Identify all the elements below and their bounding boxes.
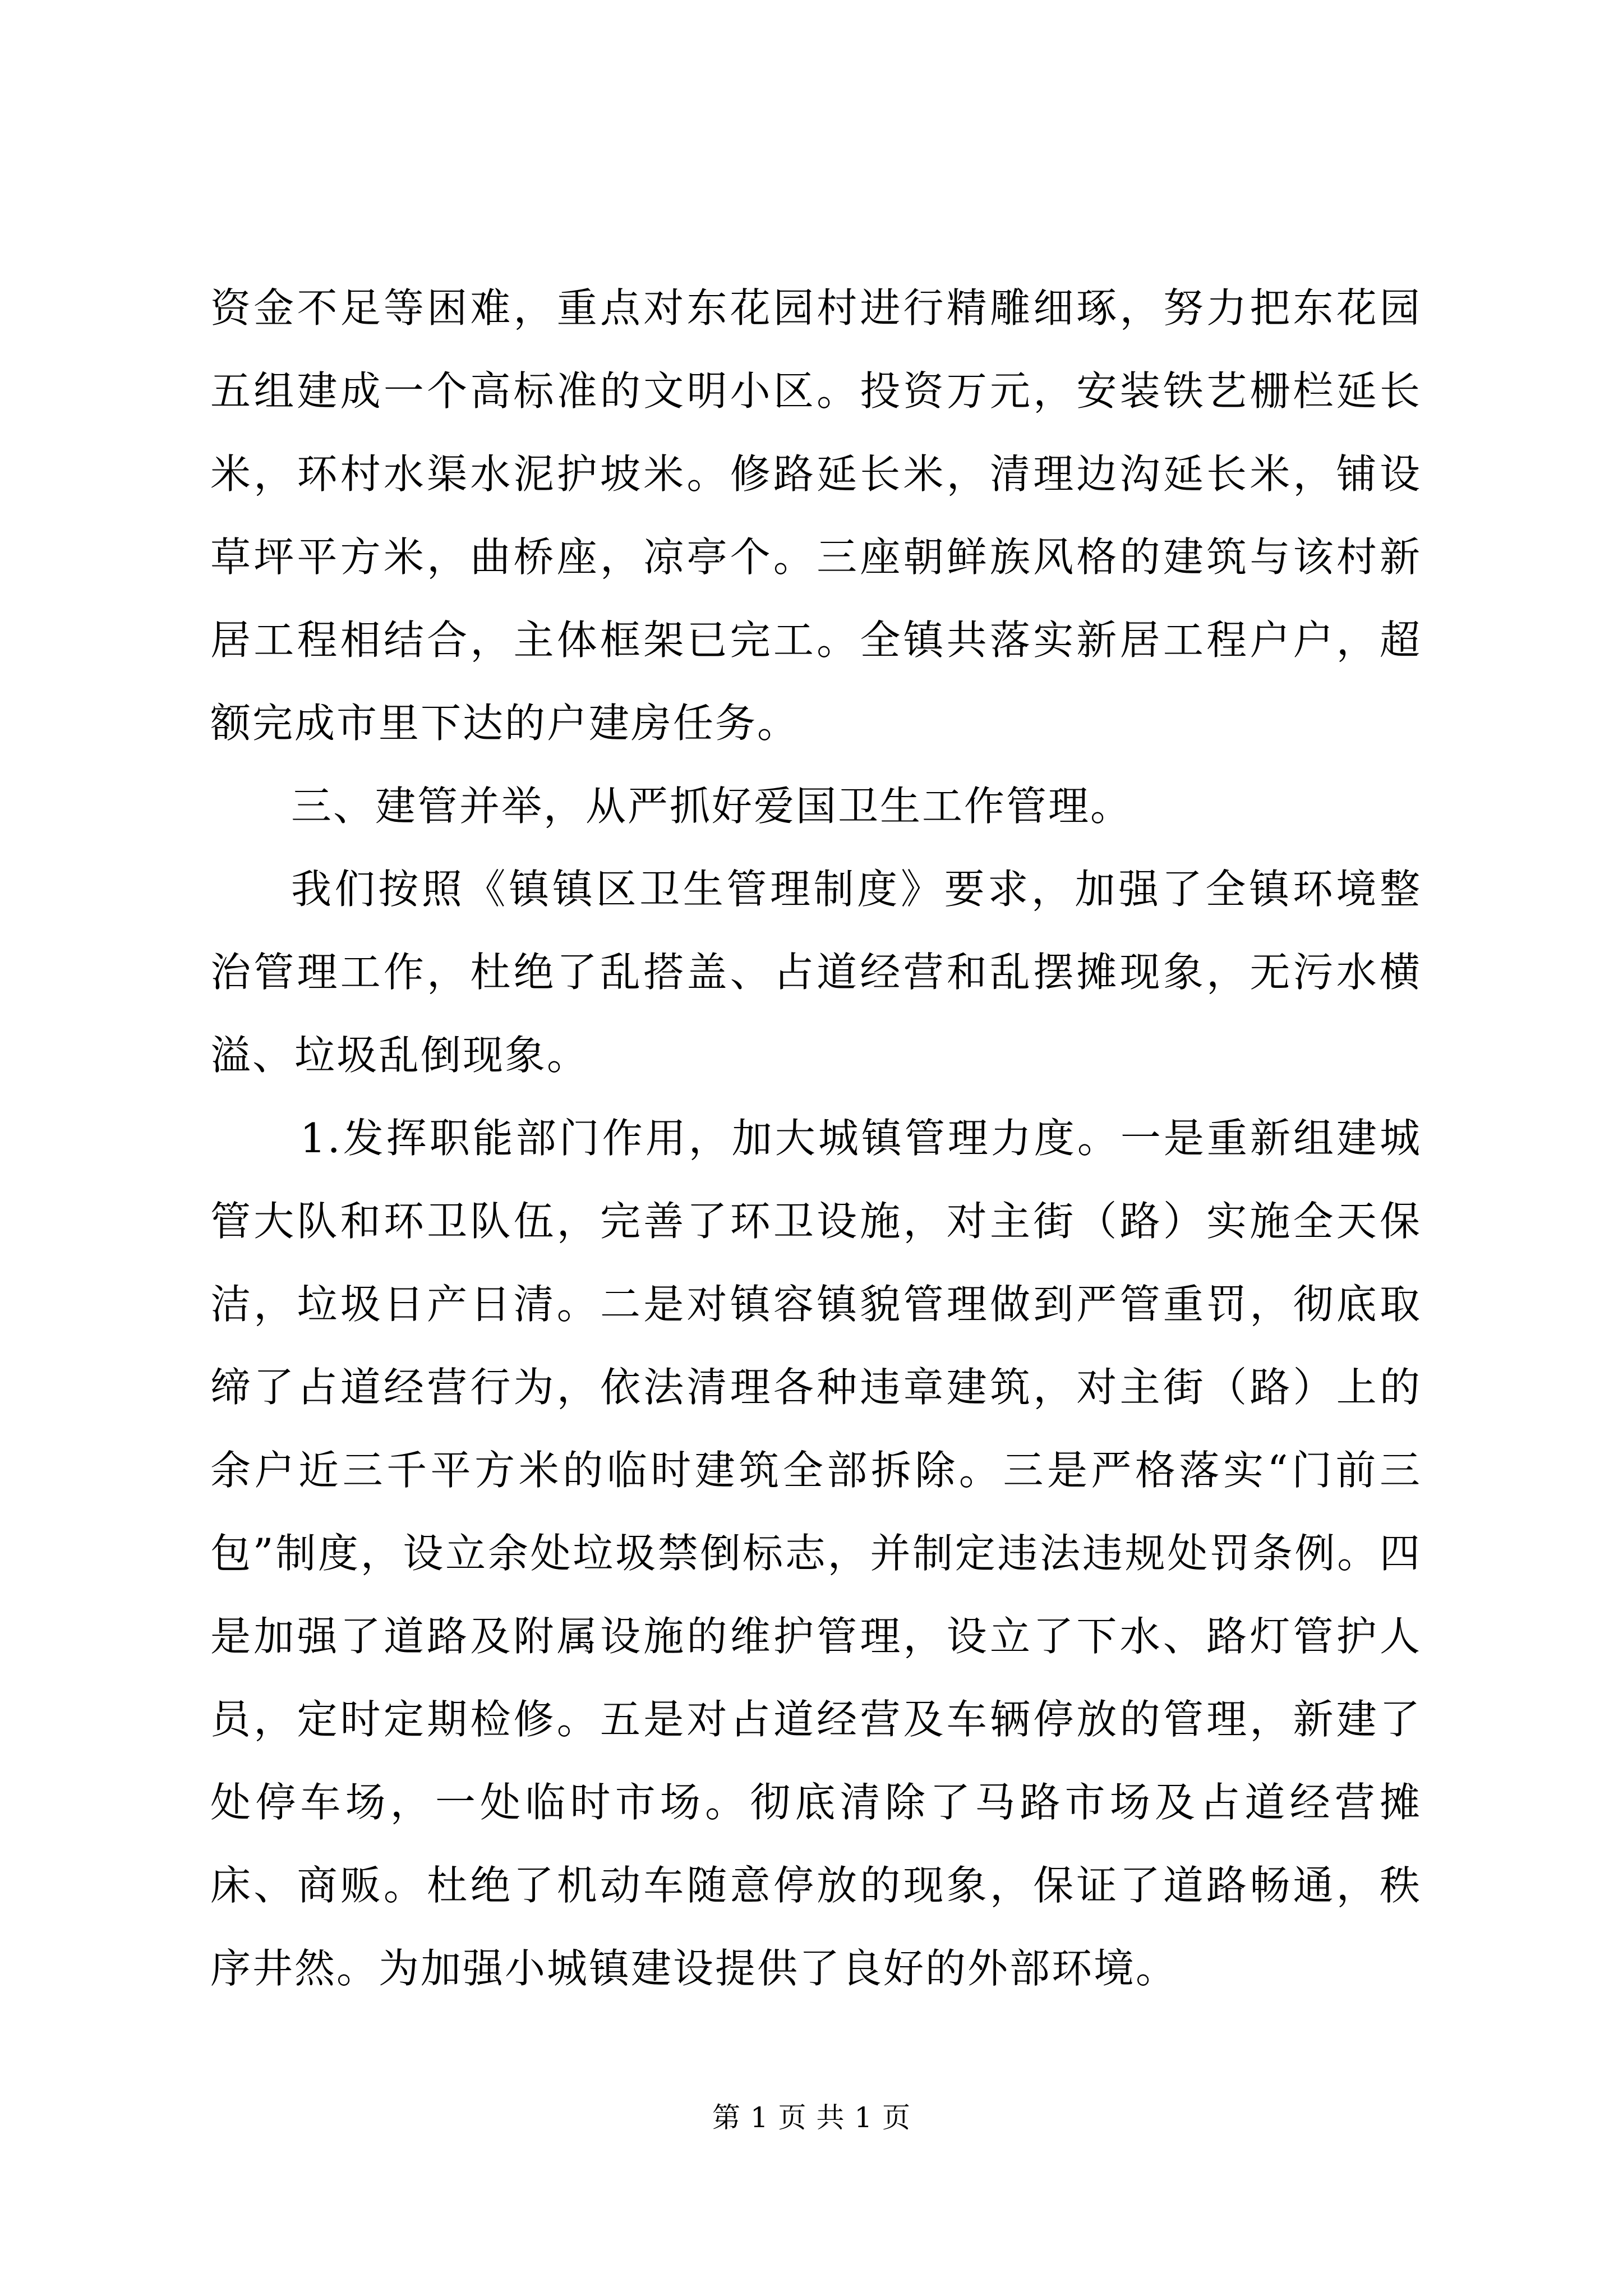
document-body	[210, 266, 1422, 2010]
section-heading: 三、建管并举，从严抓好爱国卫生工作管理。	[291, 783, 1133, 830]
paragraph-intro: 我们按照《镇镇区卫生管理制度》要求，加强了全镇环境整治管理工作，杜绝了乱搭盖、占道经营和乱摆摊现象，无污水横溢、垃圾乱倒现象。	[210, 866, 1422, 1079]
paragraph-item-1: 1.发挥职能部门作用，加大城镇管理力度。一是重新组建城管大队和环卫队伍，完善了环卫设施，对主街（路）实施全天保洁，垃圾日产日清。二是对镇容镇貌管理做到严管重罚，彻底取缔了占道经营行为，依法清理各种违章建筑，对主街（路）上的余户近三千平方米的临时建筑全部拆除。三是严格落实“门前三包”制度，设立余处垃圾禁倒标志，并制定违法违规处罚条例。四是加强了道路及附属设施的维护管理，设立了下水、路灯管护人员，定时定期检修。五是对占道经营及车辆停放的管理，新建了处停车场，一处临时市场。彻底清除了马路市场及占道经营摊床、商贩。杜绝了机动车随意停放的现象，保证了道路畅通，秩序井然。为加强小城镇建设提供了良好的外部环境。	[210, 1115, 1422, 1992]
page-footer: 第 1 页 共 1 页	[712, 2101, 911, 2134]
paragraph-continuation: 资金不足等困难，重点对东花园村进行精雕细琢，努力把东花园五组建成一个高标准的文明小区。投资万元，安装铁艺栅栏延长米，环村水渠水泥护坡米。修路延长米，清理边沟延长米，铺设草坪平方米，曲桥座，凉亭个。三座朝鲜族风格的建筑与该村新居工程相结合，主体框架已完工。全镇共落实新居工程户户，超额完成市里下达的户建房任务。	[210, 284, 1422, 747]
